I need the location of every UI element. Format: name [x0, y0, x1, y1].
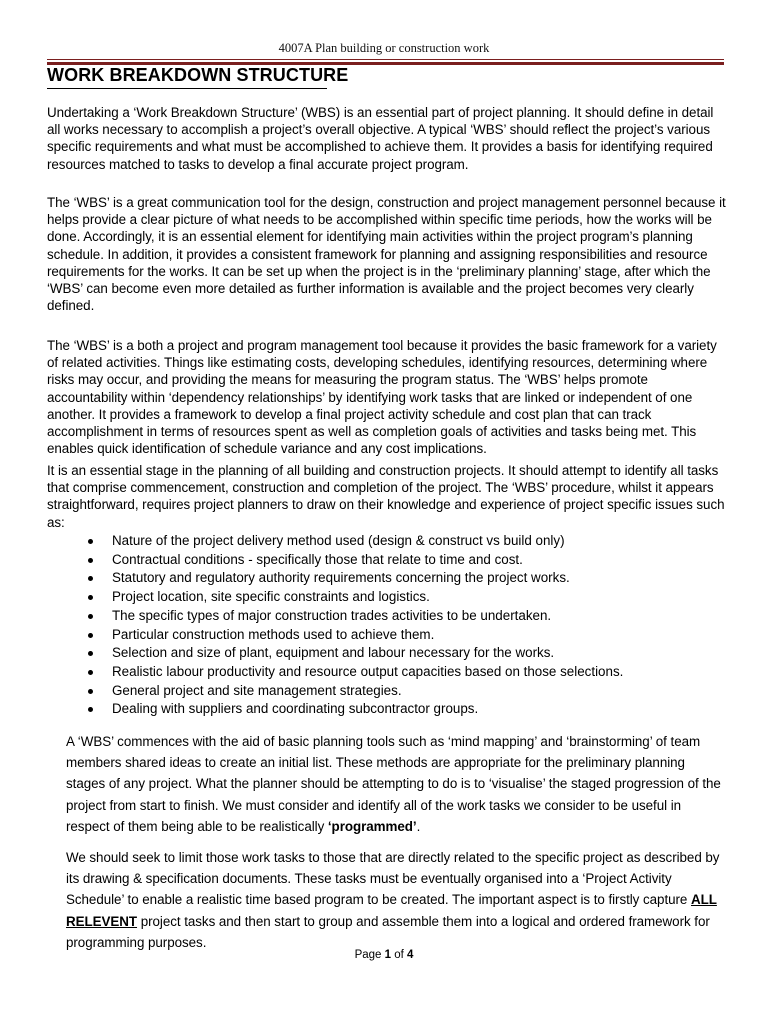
issues-bullet-list [88, 532, 728, 719]
list-item [88, 626, 728, 645]
list-item-text: Statutory and regulatory authority requirements concerning the project works. [112, 570, 570, 586]
paragraph-text: The ‘WBS’ is a great communication tool for the design, construction and project management personnel because it helps provide a clear picture of what needs to be accomplished within specific time periods, how the works will be done. Accordingly, it is an essential element for identifying main activities within the project program’s planning schedule. In addition, it provides a consistent framework for planning and assigning responsibilities and resource requirements for the works. It can be set up when the project is in the ‘preliminary planning’ stage, after which the ‘WBS’ can become even more detailed as further information is available and the project becomes very clearly defined. [47, 195, 726, 314]
programmed-emphasis: ‘programmed’ [327, 818, 417, 834]
list-item-text: Contractual conditions - specifically those that relate to time and cost. [112, 551, 523, 567]
section-heading: WORK BREAKDOWN STRUCTURE [47, 65, 349, 85]
paragraph-text [66, 731, 726, 837]
list-item [88, 644, 728, 663]
list-item-text: General project and site management strategies. [112, 682, 402, 698]
list-item-text: Selection and size of plant, equipment and labour necessary for the works. [112, 645, 555, 661]
paragraph-end: . [416, 818, 421, 834]
bullet-icon [88, 633, 93, 638]
paragraph-management-tool [47, 337, 727, 457]
bullet-icon [88, 595, 93, 600]
paragraph-text: It is an essential stage in the planning of all building and construction projects. It should attempt to identify all tasks that comprise commencement, construction and completion of the project. The ‘WBS’ procedure, whilst it appears straightforward, requires project planners to draw on their knowledge and experience of project specific issues such as: [47, 463, 725, 530]
bullet-icon [88, 576, 93, 581]
paragraph-communication [47, 194, 727, 314]
list-item-text: The specific types of major construction trades activities to be undertaken. [112, 607, 552, 623]
page-footer [0, 949, 768, 961]
list-item-text: Project location, site specific constraints and logistics. [112, 589, 430, 605]
of-word: of [394, 949, 404, 961]
bullet-icon [88, 689, 93, 694]
all-relevent-emphasis: ALL RELEVENT [66, 892, 717, 929]
list-item [88, 663, 728, 682]
bullet-icon [88, 670, 93, 675]
list-item [88, 569, 728, 588]
paragraph-limit-tasks [66, 847, 726, 953]
heading-underline [47, 88, 327, 89]
paragraph-text: The ‘WBS’ is a both a project and program management tool because it provides the basic framework for a variety of related activities. Things like estimating costs, developing schedules, identifying resources, determining where risks may occur, and providing the means for measuring the program status. The ‘WBS’ helps promote accountability within ‘dependency relationships’ by identifying work tasks that are linked or independent of one another. It provides a framework to develop a final project activity schedule and cost plan that can track accomplishment in terms of resources spent as well as completion goals of activities and tasks being met. This enables quick identification of schedule variance and any cost implications. [47, 338, 717, 457]
paragraph-body-start: We should seek to limit those work tasks to those that are directly related to the specific project as described by its drawing & specification documents. These tasks must be eventually organised into a ‘Project Activity Schedule’ to enable a realistic time based program to be created. The important aspect is to firstly capture [66, 850, 720, 908]
paragraph-essential-stage [47, 462, 727, 531]
bullet-icon [88, 614, 93, 619]
total-pages: 4 [407, 949, 414, 961]
bullet-icon [88, 707, 93, 712]
list-item [88, 588, 728, 607]
bullet-icon [88, 651, 93, 656]
paragraph-intro [47, 104, 727, 173]
list-item [88, 700, 728, 719]
list-item-text: Realistic labour productivity and resource output capacities based on those selections. [112, 663, 624, 679]
header-rule-thin [47, 59, 724, 60]
paragraph-text: Undertaking a ‘Work Breakdown Structure’ (WBS) is an essential part of project planning. It should define in detail all works necessary to accomplish a project’s overall objective. A typical ‘WBS’ should reflect the project’s various specific requirements and what must be accomplished to achieve them. It provides a basis for identifying required resources matched to tasks to develop a final accurate project program. [47, 105, 714, 172]
page-number: 1 [384, 949, 392, 961]
list-item-text: Particular construction methods used to achieve them. [112, 626, 435, 642]
list-item [88, 532, 728, 551]
bullet-icon [88, 558, 93, 563]
list-item [88, 607, 728, 626]
paragraph-wbs-commences [66, 731, 726, 837]
page-word: Page [354, 949, 382, 961]
list-item-text: Nature of the project delivery method used (design & construct vs build only) [112, 533, 565, 548]
paragraph-body: A ‘WBS’ commences with the aid of basic planning tools such as ‘mind mapping’ and ‘brainstorming’ of team members shared ideas to create an initial list. These methods are appropriate for the preliminary planning stages of any project. What the planner should be attempting to do is to ‘visualise’ the staged progression of the project from start to finish. We must consider and identify all of the work tasks we consider to be useful in respect of them being able to be realistically [66, 734, 721, 834]
paragraph-text [66, 847, 726, 953]
paragraph-body-end: project tasks and then start to group and assemble them into a logical and ordered framework for programming purposes. [66, 913, 710, 950]
bullet-icon [88, 539, 93, 544]
list-item-text: Dealing with suppliers and coordinating subcontractor groups. [112, 701, 479, 717]
list-item [88, 551, 728, 570]
running-header: 4007A Plan building or construction work [278, 41, 490, 55]
list-item [88, 682, 728, 701]
